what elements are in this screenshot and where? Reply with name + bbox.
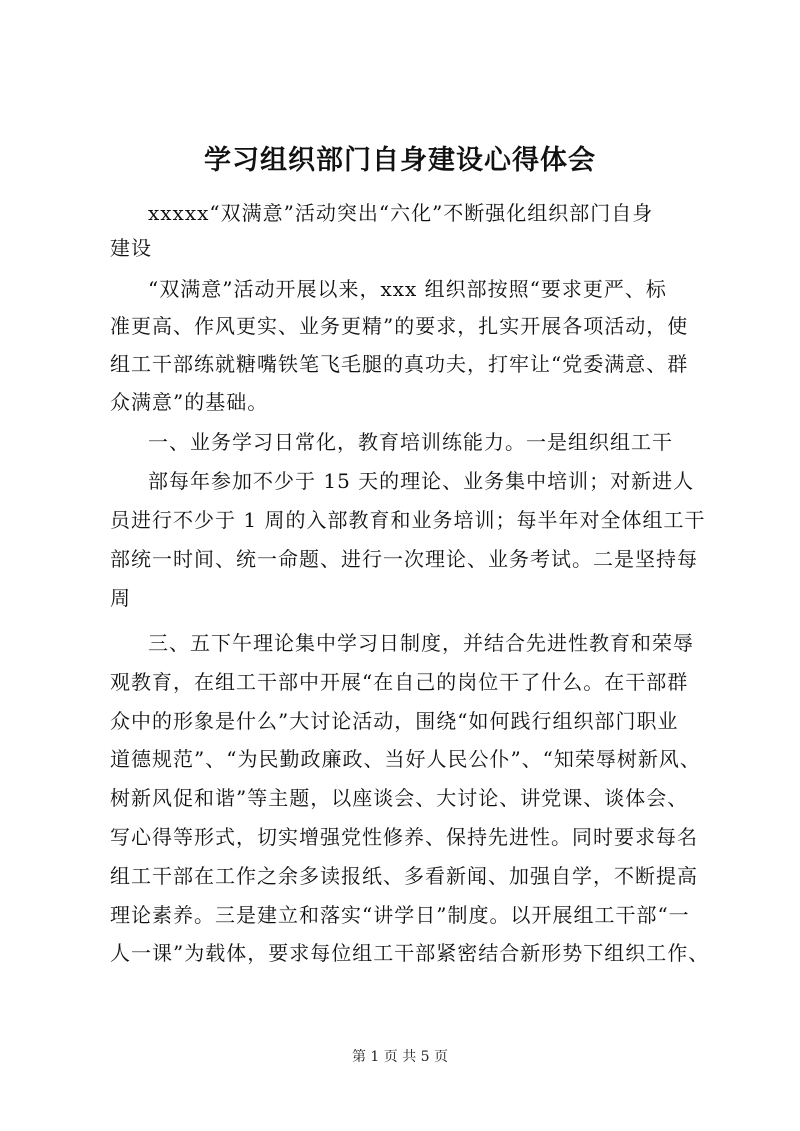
body-line-9: 员进行不少于 1 周的入部教育和业务培训；每半年对全体组工干 <box>110 508 706 532</box>
body-line-15: 道德规范”、“为民勤政廉政、当好人民公仆”、“知荣辱树新风、 <box>110 747 701 771</box>
body-line-18: 组工干部在工作之余多读报纸、多看新闻、加强自学，不断提高 <box>110 864 698 888</box>
body-line-3: “双满意”活动开展以来，xxx 组织部按照“要求更严、标 <box>148 277 667 301</box>
document-title: 学习组织部门自身建设心得体会 <box>204 145 596 176</box>
body-line-2: 建设 <box>110 236 152 260</box>
body-line-8: 部每年参加不少于 15 天的理论、业务集中培训；对新进人 <box>148 469 695 493</box>
body-line-13: 观教育，在组工干部中开展“在自己的岗位干了什么。在干部群 <box>110 670 689 694</box>
body-line-17: 写心得等形式，切实增强党性修养、保持先进性。同时要求每名 <box>110 825 698 849</box>
body-line-6: 众满意”的基础。 <box>110 390 269 414</box>
body-line-14: 众中的形象是什么”大讨论活动，围绕“如何践行组织部门职业 <box>110 709 679 733</box>
body-line-16: 树新风促和谐”等主题，以座谈会、大讨论、讲党课、谈体会、 <box>110 786 689 810</box>
body-line-10: 部统一时间、统一命题、进行一次理论、业务考试。二是坚持每 <box>110 547 698 571</box>
body-line-12: 三、五下午理论集中学习日制度，并结合先进性教育和荣辱 <box>148 631 694 655</box>
body-line-1: xxxxx“双满意”活动突出“六化”不断强化组织部门自身 <box>148 201 654 225</box>
body-line-5: 组工干部练就糖嘴铁笔飞毛腿的真功夫，打牢让“党委满意、群 <box>110 352 689 376</box>
body-line-7: 一、业务学习日常化，教育培训练能力。一是组织组工干 <box>148 430 673 454</box>
page-number-footer: 第 1 页 共 5 页 <box>351 1049 449 1065</box>
body-line-19: 理论素养。三是建立和落实“讲学日”制度。以开展组工干部“一 <box>110 903 690 927</box>
body-line-4: 准更高、作风更实、业务更精”的要求，扎实开展各项活动，使 <box>110 314 689 338</box>
body-line-20: 人一课”为载体，要求每位组工干部紧密结合新形势下组织工作、 <box>110 941 710 965</box>
body-line-11: 周 <box>110 586 131 610</box>
